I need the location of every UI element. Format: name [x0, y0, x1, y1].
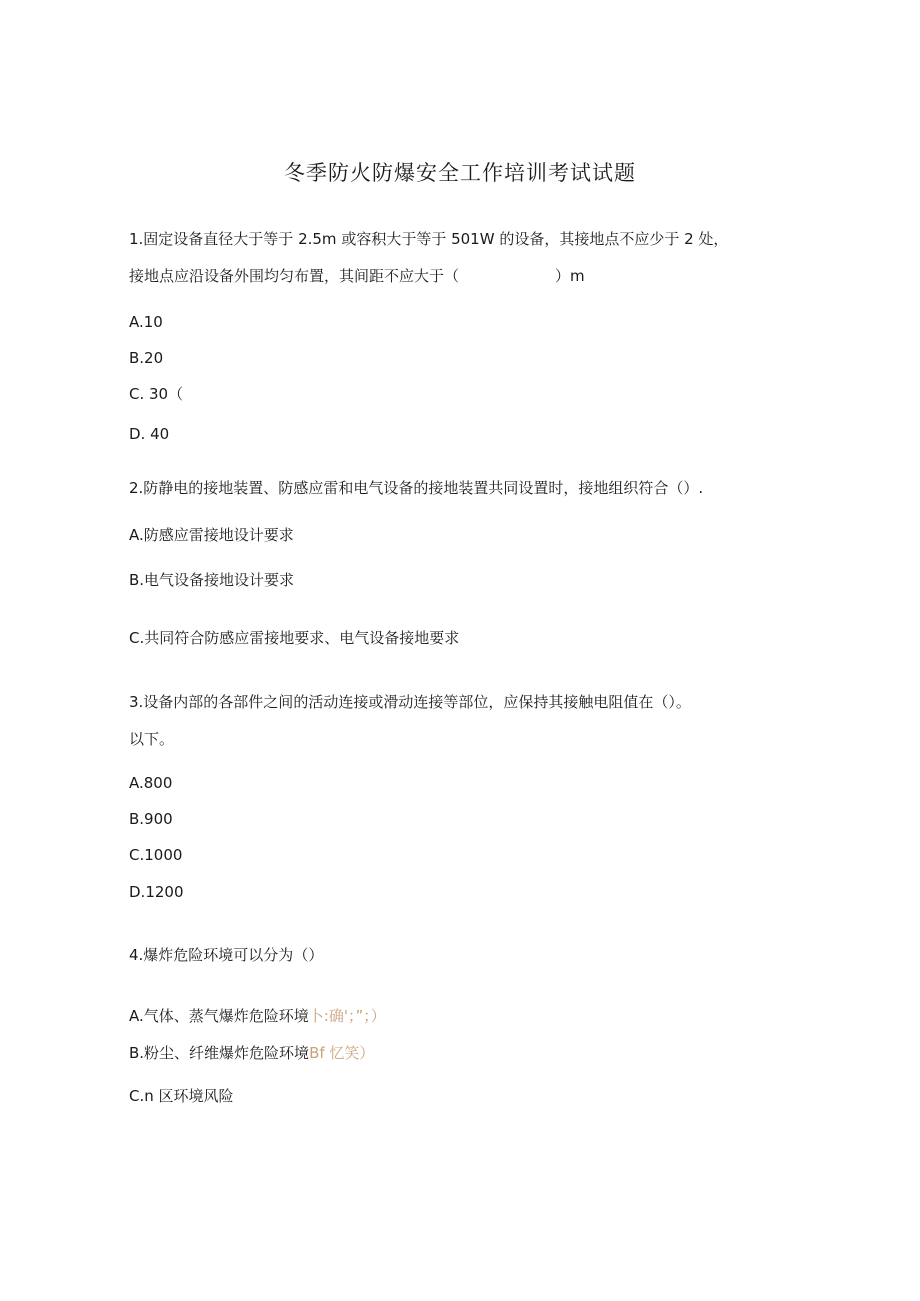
question-3-option-b: B.900: [129, 810, 173, 828]
question-4-stem: 4.爆炸危险环境可以分为（）: [129, 946, 324, 964]
question-1-option-a: A.10: [129, 313, 163, 331]
question-2-stem: 2.防静电的接地装置、防感应雷和电气设备的接地装置共同设置时，接地组织符合（）.: [129, 479, 704, 497]
question-1-stem-unit: ）m: [555, 267, 585, 285]
question-1-option-c: C. 30（: [129, 385, 184, 403]
question-2-option-b: B.电气设备接地设计要求: [129, 571, 295, 589]
question-4-option-a-note: 卜:确'；”；）: [308, 1007, 386, 1025]
question-1-option-b: B.20: [129, 349, 164, 367]
question-3-option-c: C.1000: [129, 846, 183, 864]
question-4-option-b-text: B.粉尘、纤维爆炸危险环境: [129, 1044, 310, 1062]
question-3-stem-line-1: 3.设备内部的各部件之间的活动连接或滑动连接等部位，应保持其接触电阻值在（）。: [129, 693, 691, 711]
question-4-option-a: [129, 1006, 386, 1026]
question-3-option-a: A.800: [129, 774, 173, 792]
page-title: 冬季防火防爆安全工作培训考试试题: [284, 161, 636, 185]
question-1-stem-line-1: 1.固定设备直径大于等于 2.5m 或容积大于等于 501W 的设备，其接地点不应少于 2 处，: [129, 230, 729, 248]
question-1-option-d: D. 40: [129, 425, 170, 443]
question-4-option-a-text: A.气体、蒸气爆炸危险环境: [129, 1007, 309, 1025]
question-3-stem-line-2: 以下。: [129, 730, 175, 748]
question-4-option-b: [129, 1043, 374, 1063]
question-1-stem-line-2: [129, 266, 585, 286]
question-4-option-c: C.n 区环境风险: [129, 1087, 234, 1105]
question-2-option-a: A.防感应雷接地设计要求: [129, 526, 294, 544]
question-4-option-b-note: Bf 忆笑）: [309, 1044, 375, 1062]
question-3-option-d: D.1200: [129, 883, 184, 901]
question-1-stem-text: 接地点应沿设备外围均匀布置，其间距不应大于（: [129, 267, 460, 285]
question-2-option-c: C.共同符合防感应雷接地要求、电气设备接地要求: [129, 629, 460, 647]
